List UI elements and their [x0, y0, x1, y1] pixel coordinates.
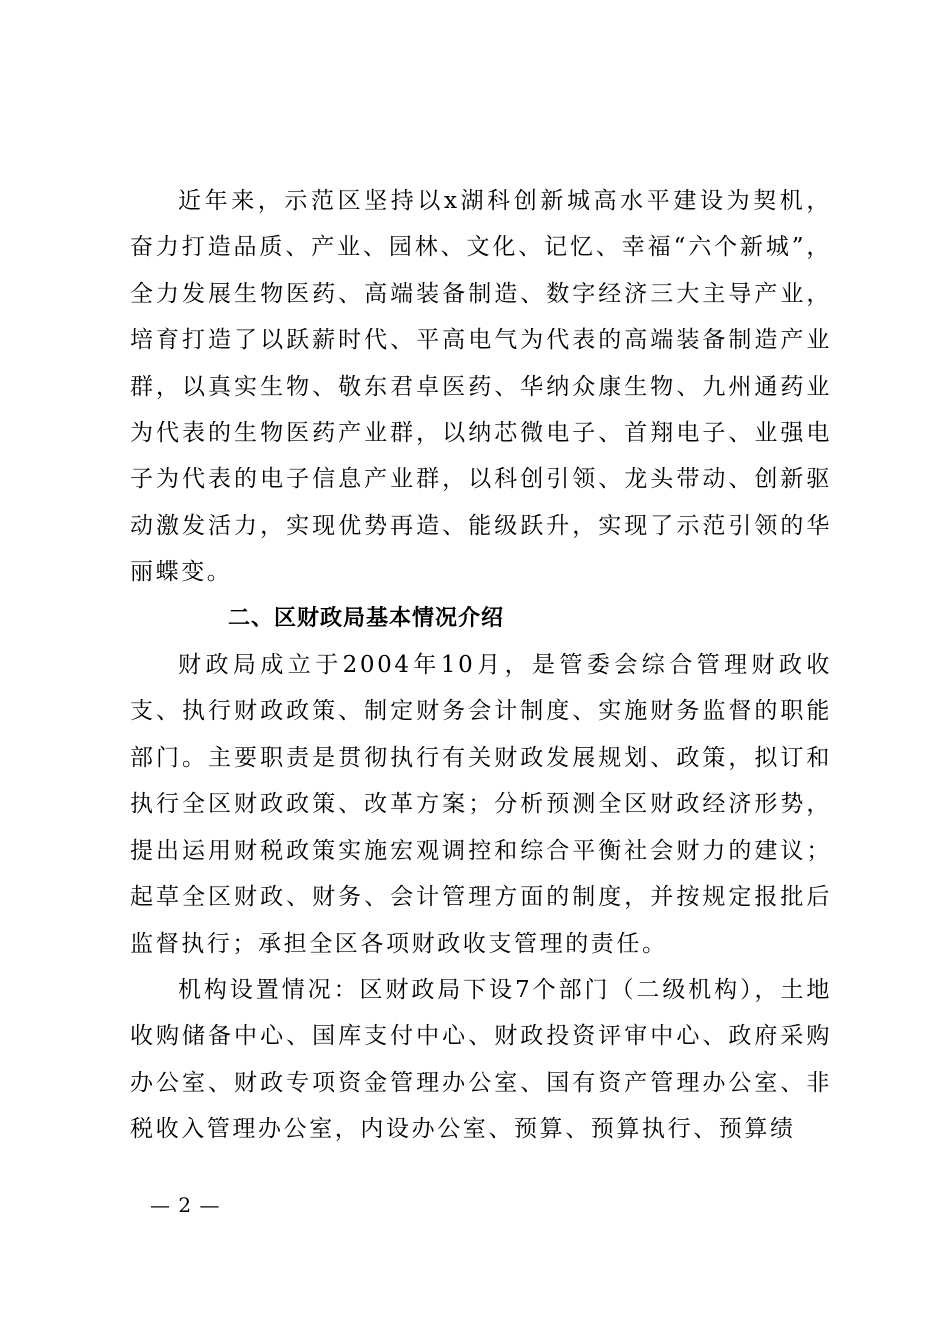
document-body [130, 178, 832, 1153]
paragraph-finance-bureau: 财政局成立于2004年10月，是管委会综合管理财政收支、执行财政政策、制定财务会计制度、实施财务监督的职能部门。主要职责是贯彻执行有关财政发展规划、政策，拟订和执行全区财政政策、改革方案；分析预测全区财政经济形势，提出运用财税政策实施宏观调控和综合平衡社会财力的建议；起草全区财政、财务、会计管理方面的制度，并按规定报批后监督执行；承担全区各项财政收支管理的责任。 [130, 652, 832, 957]
paragraph-overview: 近年来，示范区坚持以x湖科创新城高水平建设为契机，奋力打造品质、产业、园林、文化、记忆、幸福“六个新城”，全力发展生物医药、高端装备制造、数字经济三大主导产业，培育打造了以跃薪时代、平高电气为代表的高端装备制造产业群，以真实生物、敬东君卓医药、华纳众康生物、九州通药业为代表的生物医药产业群，以纳芯微电子、首翔电子、业强电子为代表的电子信息产业群，以科创引领、龙头带动、创新驱动激发活力，实现优势再造、能级跃升，实现了示范引领的华丽蝶变。 [130, 188, 832, 586]
section-heading: 二、区财政局基本情况介绍 [228, 605, 505, 631]
paragraph-organization: 机构设置情况：区财政局下设7个部门（二级机构），土地收购储备中心、国库支付中心、财政投资评审中心、政府采购办公室、财政专项资金管理办公室、国有资产管理办公室、非税收入管理办公室，内设办公室、预算、预算执行、预算绩 [130, 976, 832, 1143]
page-number: — 2 — [150, 1193, 221, 1217]
